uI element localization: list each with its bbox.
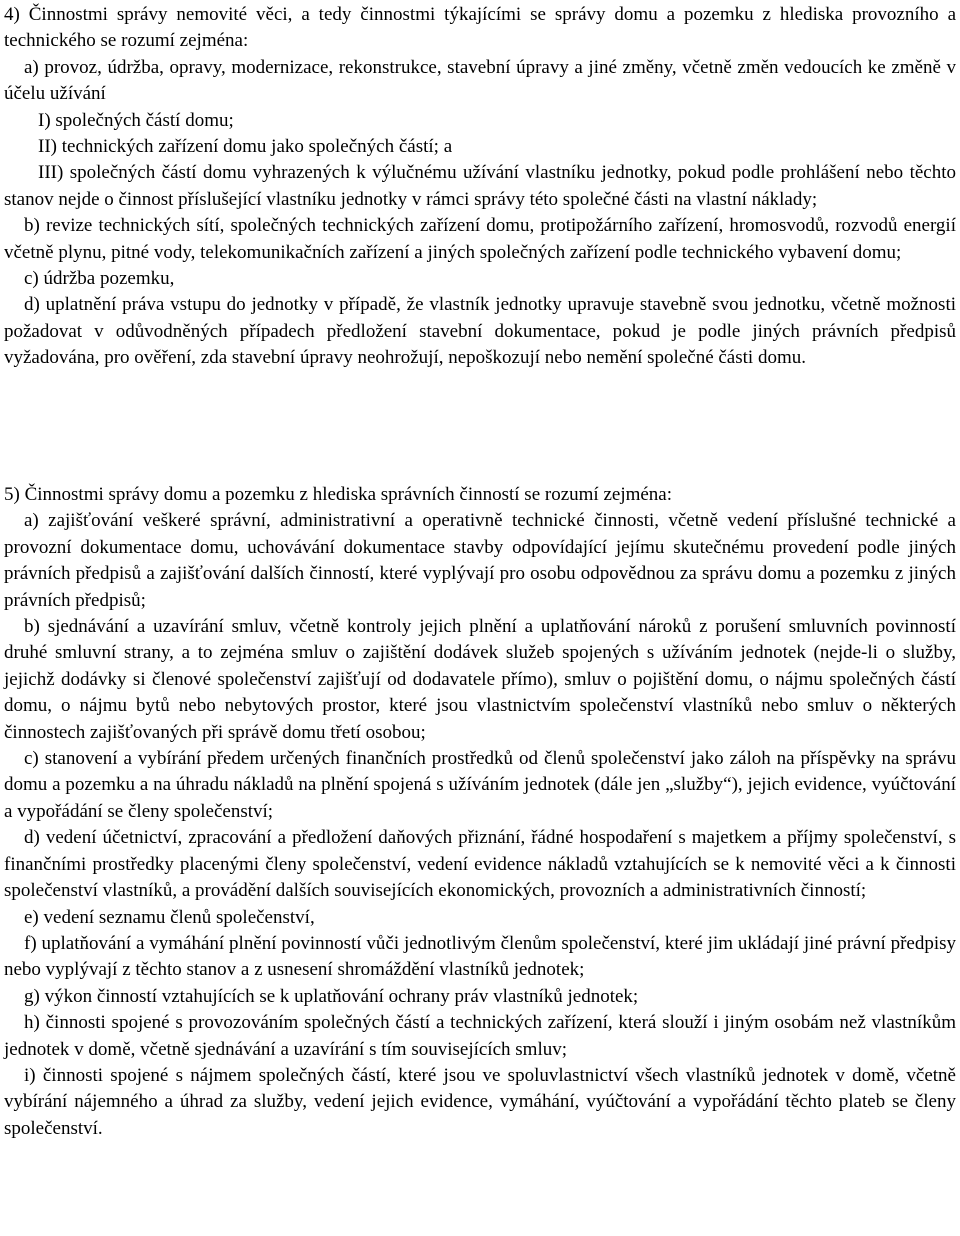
section-5-item-i: i) činnosti spojené s nájmem společných částí, které jsou ve spoluvlastnictví všech vlastníků jednotek v domě, včetně vybírání nájemného a úhrad za služby, vedení jejich evidence, vymáhání, vyúčtování a vypořádání těchto plateb se členy společenství.	[4, 1064, 956, 1139]
section-4-item-a-ii: II) technických zařízení domu jako společných částí; a	[38, 136, 453, 158]
section-4-item-a-i: I) společných částí domu;	[38, 109, 234, 131]
section-5-item-e: e) vedení seznamu členů společenství,	[24, 906, 315, 928]
section-5-item-h: h) činnosti spojené s provozováním společných částí a technických zařízení, která slouží i jiným osobám než vlastníkům jednotek v domě, včetně sjednávání a uzavírání s tím souvisejících smluv;	[4, 1012, 956, 1060]
section-5-item-d: d) vedení účetnictví, zpracování a předložení daňových přiznání, řádné hospodaření s majetkem a příjmy společenství, s finančními prostředky placenými členy společenství, vedení evidence nákladů vztahujících se k nemovité věci a k činnosti společenství vlastníků, a provádění dalších souvisejících ekonomických, provozních a administrativních činností;	[4, 827, 956, 902]
section-4-item-b: b) revize technických sítí, společných technických zařízení domu, protipožárního zařízení, hromosvodů, rozvodů energií včetně plynu, pitné vody, telekomunikačních zařízení a jiných společných zařízení podle technického vybavení domu;	[4, 215, 956, 263]
section-5-item-c: c) stanovení a vybírání předem určených finančních prostředků od členů společenství jako záloh na příspěvky na správu domu a pozemku a na úhradu nákladů na plnění spojená s užíváním jednotek (dále jen „služby“), jejich evidence, vyúčtování a vypořádání se členy společenství;	[4, 748, 956, 822]
section-5-item-g: g) výkon činností vztahujících se k uplatňování ochrany práv vlastníků jednotek;	[24, 985, 639, 1007]
section-5	[4, 482, 956, 1142]
section-4-item-a-iii: III) společných částí domu vyhrazených k výlučnému užívání vlastníku jednotky, pokud podle prohlášení nebo těchto stanov nejde o činnost příslušející vlastníku jednotky v rámci správy této společné části na vlastní náklady;	[4, 162, 956, 210]
section-5-heading: 5) Činnostmi správy domu a pozemku z hlediska správních činností se rozumí zejména:	[4, 484, 673, 505]
section-4-item-c: c) údržba pozemku,	[24, 268, 175, 290]
section-5-item-f: f) uplatňování a vymáhání plnění povinností vůči jednotlivým členům společenství, které jim ukládají jiné právní předpisy nebo vyplývají z těchto stanov a z usnesení shromáždění vlastníků jednotek;	[4, 932, 956, 981]
section-5-item-b: b) sjednávání a uzavírání smluv, včetně kontroly jejich plnění a uplatňování nároků z porušení smluvních povinností druhé smluvní strany, a to zejména smluv o zajištění dodávek služeb spojených s užíváním jednotek (nejde-li o služby, jejichž dodávky si členové společenství zajišťují od dodavatele přímo), smluv o pojištění domu, o nájmu společných částí domu, o nájmu bytů nebo nebytových prostor, které jsou vlastnictvím společenství vlastníků nebo smluv o některých činnostech zajišťovaných při správě domu třetí osobou;	[4, 616, 956, 743]
section-4-heading: 4) Činnostmi správy nemovité věci, a tedy činnostmi týkajícími se správy domu a pozemku z hlediska provozního a technického se rozumí zejména:	[4, 4, 956, 52]
section-4-item-a: a) provoz, údržba, opravy, modernizace, rekonstrukce, stavební úpravy a jiné změny, včetně změn vedoucích ke změně v účelu užívání	[4, 56, 956, 105]
section-4-item-d: d) uplatnění práva vstupu do jednotky v případě, že vlastník jednotky upravuje stavebně svou jednotku, včetně možnosti požadovat v odůvodněných případech předložení stavební dokumentace, pokud je podle jiných právních předpisů vyžadována, pro ověření, zda stavební úpravy neohrožují, nepoškozují nebo nemění společné části domu.	[4, 294, 956, 369]
section-5-item-a: a) zajišťování veškeré správní, administrativní a operativně technické činnosti, včetně vedení příslušné technické a provozní dokumentace domu, uchovávání dokumentace stavby odpovídající jejímu skutečnému provedení podle jiných právních předpisů a zajišťování dalších činností, které vyplývají pro osobu odpovědnou za správu domu a pozemku z jiných právních předpisů;	[4, 510, 956, 611]
section-4	[4, 2, 956, 372]
